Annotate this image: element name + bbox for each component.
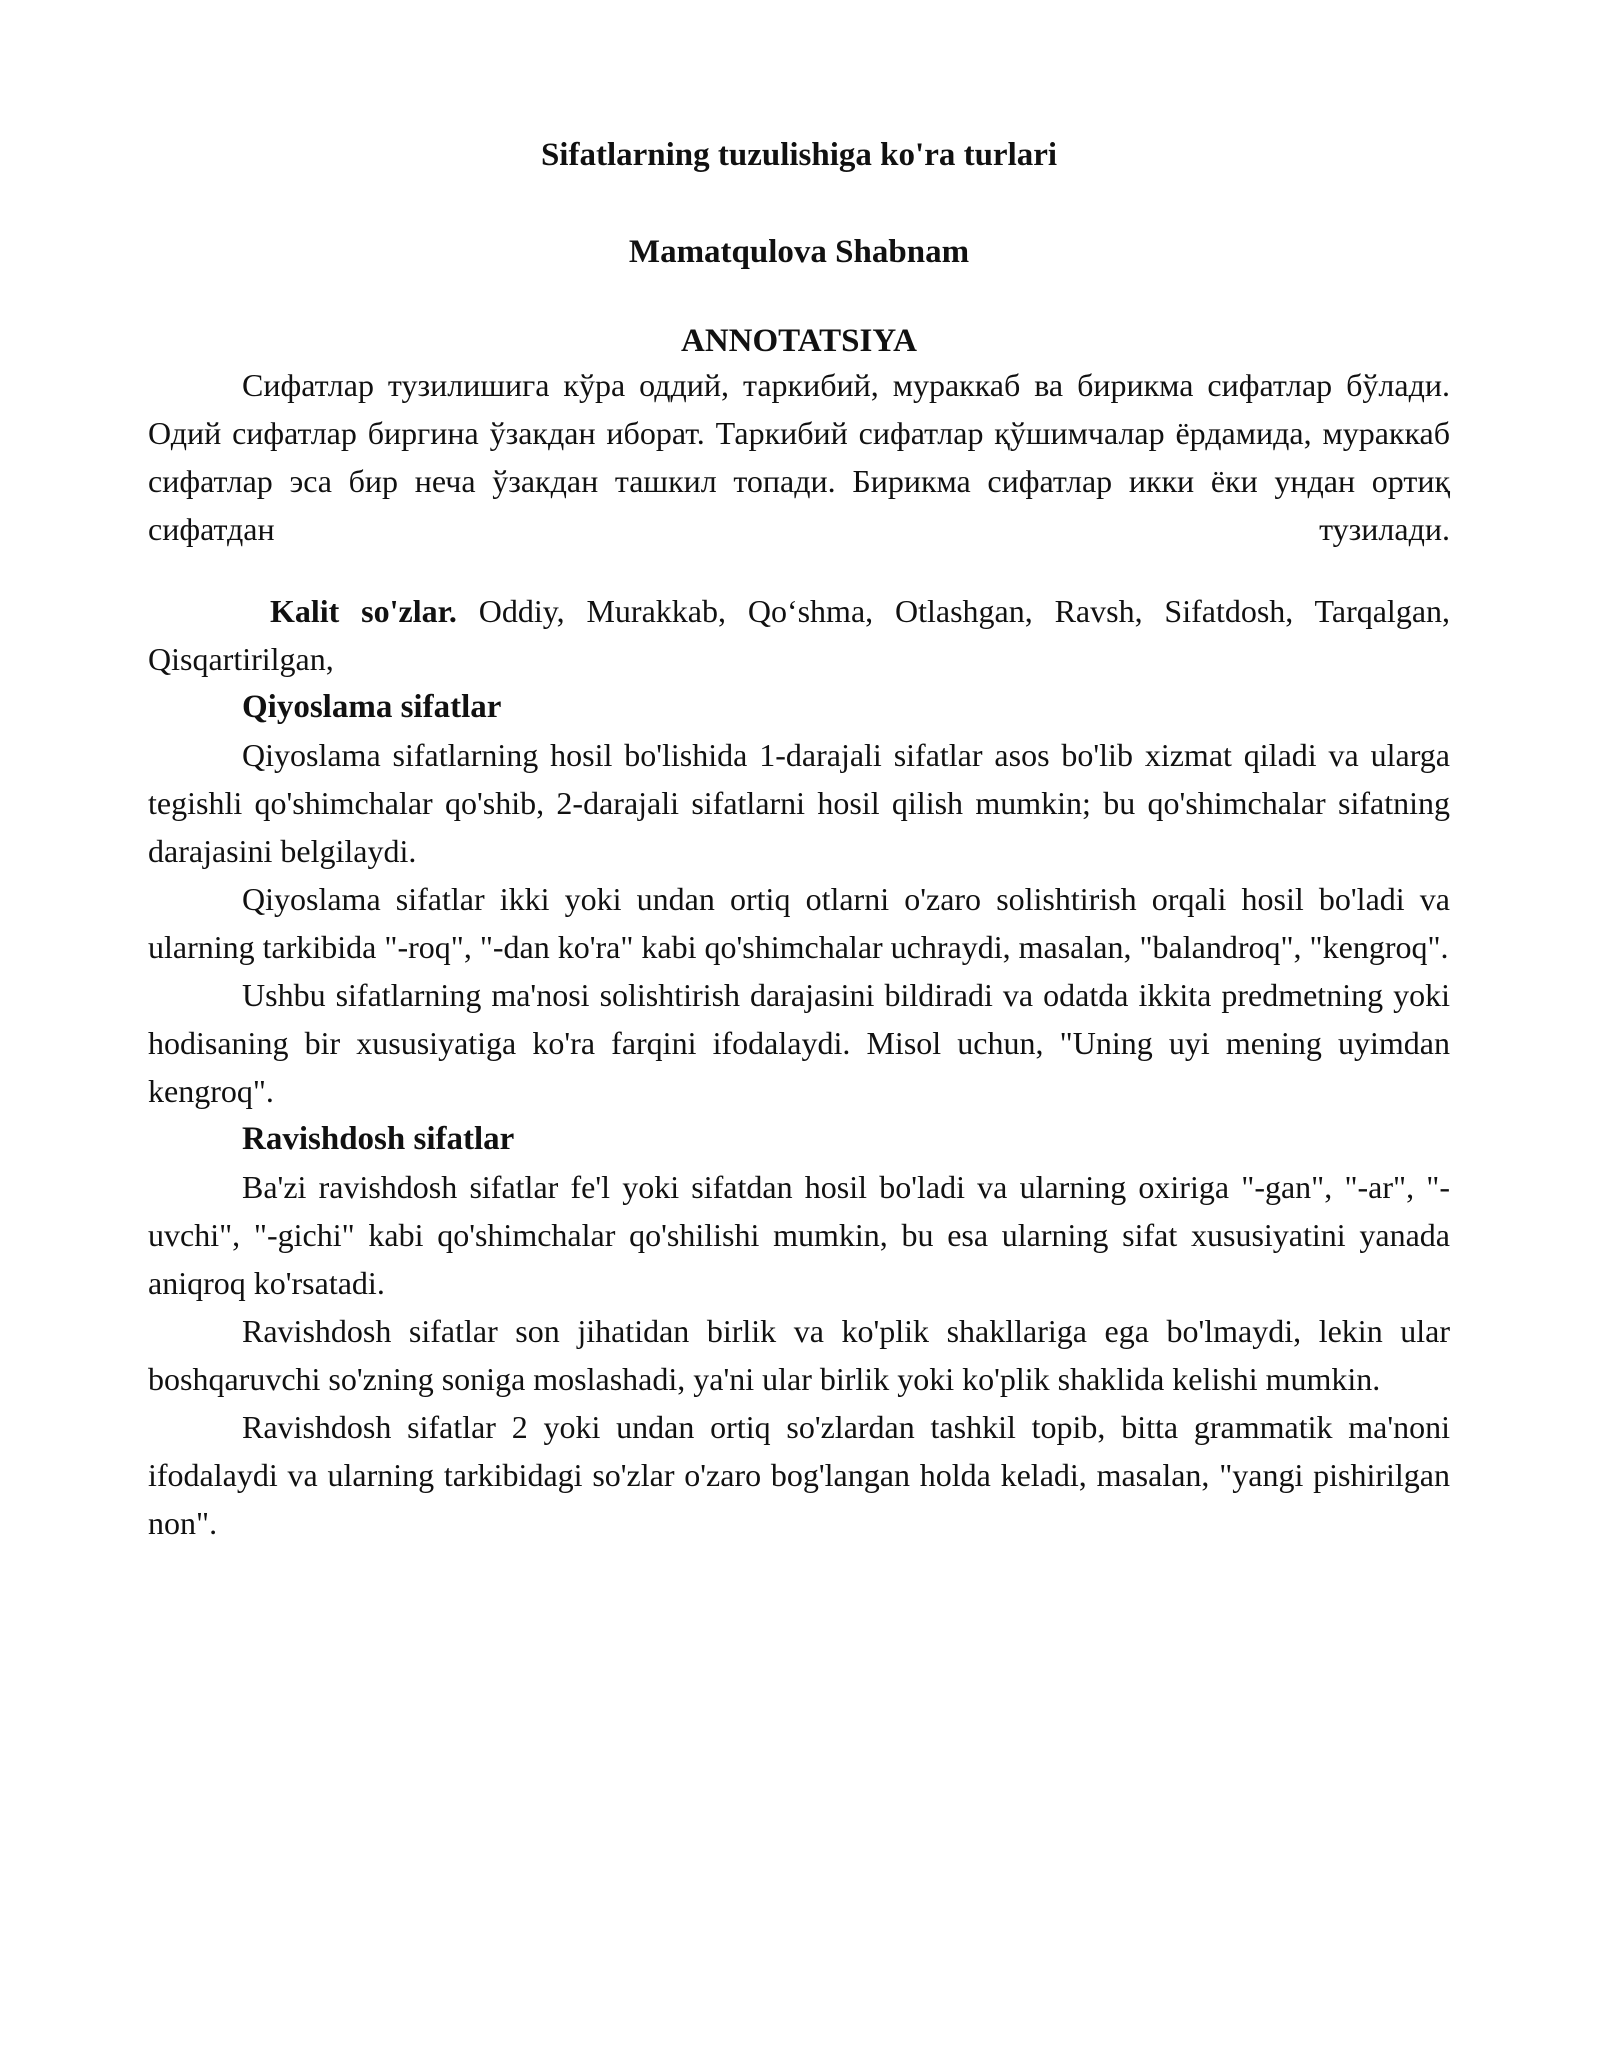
section-paragraph: Qiyoslama sifatlar ikki yoki undan ortiq otlarni o'zaro solishtirish orqali hosil bo'ladi va ularning tarkibida "-roq", "-dan ko'ra" kabi qo'shimchalar uchraydi, masalan, "balandroq", "kengroq".	[148, 881, 1450, 965]
keywords-list: Oddiy, Murakkab, Qo‘shma, Otlashgan, Ravsh, Sifatdosh, Tarqalgan, Qisqartirilgan,	[148, 593, 1451, 677]
document-page	[148, 120, 1450, 1547]
author-name: Mamatqulova Shabnam	[628, 234, 970, 270]
document-title: Sifatlarning tuzulishiga ko'ra turlari	[540, 137, 1058, 173]
section-paragraph: Ushbu sifatlarning ma'nosi solishtirish darajasini bildiradi va odatda ikkita predmetning yoki hodisaning bir xususiyatiga ko'ra farqini ifodalaydi. Misol uchun, "Uning uyi mening uyimdan kengroq".	[148, 977, 1450, 1109]
annotation-paragraph: Сифатлар тузилишига кўра оддий, таркибий, мураккаб ва бирикма сифатлар бўлади. Одий сифатлар биргина ўзакдан иборат. Таркибий сифатлар қўшимчалар ёрдамида, мураккаб сифатлар эса бир неча ўзакдан ташкил топади. Бирикма сифатлар икки ёки ундан ортиқ сифатдан тузилади.	[148, 367, 1450, 547]
section-paragraph: Ravishdosh sifatlar son jihatidan birlik va ko'plik shakllariga ega bo'lmaydi, lekin ular boshqaruvchi so'zning soniga moslashadi, ya'ni ular birlik yoki ko'plik shaklida kelishi mumkin.	[148, 1313, 1450, 1397]
annotation-heading: ANNOTATSIYA	[681, 323, 917, 359]
section-paragraph: Qiyoslama sifatlarning hosil bo'lishida 1-darajali sifatlar asos bo'lib xizmat qiladi va ularga tegishli qo'shimchalar qo'shib, 2-darajali sifatlarni hosil qilish mumkin; bu qo'shimchalar sifatning darajasini belgilaydi.	[148, 737, 1450, 869]
section-paragraph: Ravishdosh sifatlar 2 yoki undan ortiq so'zlardan tashkil topib, bitta grammatik ma'noni ifodalaydi va ularning tarkibidagi so'zlar o'zaro bog'langan holda keladi, masalan, "yangi pishirilgan non".	[148, 1409, 1450, 1541]
section-heading-qiyoslama: Qiyoslama sifatlar	[242, 689, 502, 725]
keywords-label: Kalit so'zlar.	[270, 593, 457, 629]
section-heading-ravishdosh: Ravishdosh sifatlar	[242, 1121, 515, 1157]
section-paragraph: Ba'zi ravishdosh sifatlar fe'l yoki sifatdan hosil bo'ladi va ularning oxiriga "-gan", "-ar", "-uvchi", "-gichi" kabi qo'shimchalar qo'shilishi mumkin, bu esa ularning sifat xususiyatini yanada aniqroq ko'rsatadi.	[148, 1169, 1450, 1301]
keywords-paragraph	[148, 587, 1450, 683]
